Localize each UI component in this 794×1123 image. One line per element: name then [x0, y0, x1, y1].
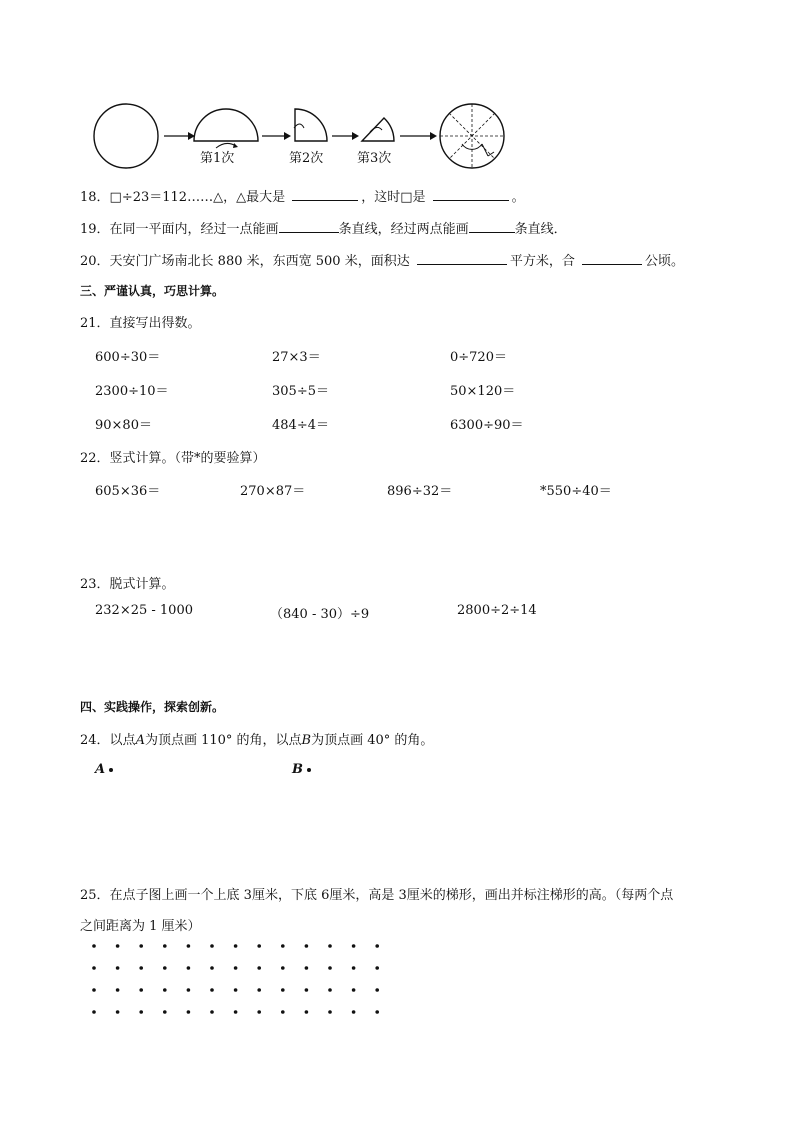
- grid-dot[interactable]: [257, 944, 261, 948]
- question-number: 19．: [80, 222, 110, 237]
- grid-dot[interactable]: [281, 966, 285, 970]
- point-name: B: [301, 733, 312, 748]
- question-text: 为顶点画 110° 的角，以点: [144, 733, 302, 748]
- grid-dot[interactable]: [375, 1010, 379, 1014]
- grid-dot[interactable]: [187, 1010, 191, 1014]
- question-text: 。: [511, 190, 525, 205]
- question-19: [80, 218, 567, 237]
- answer-blank[interactable]: [433, 187, 509, 201]
- grid-dot[interactable]: [139, 988, 143, 992]
- grid-dot[interactable]: [352, 944, 356, 948]
- point-name: A: [135, 733, 145, 748]
- answer-blank[interactable]: [279, 219, 339, 233]
- grid-dot[interactable]: [92, 966, 96, 970]
- point-a-label: A: [95, 762, 106, 777]
- half-circle: [194, 109, 258, 148]
- grid-dot[interactable]: [163, 944, 167, 948]
- oral-calc-item: 305÷5＝: [272, 384, 329, 399]
- grid-dot[interactable]: [210, 1010, 214, 1014]
- section-heading: 三、严谨认真，巧思计算。: [80, 284, 225, 298]
- question-text: 在同一平面内，经过一点能画: [109, 222, 279, 237]
- grid-dot[interactable]: [92, 1010, 96, 1014]
- grid-dot[interactable]: [116, 1010, 120, 1014]
- stepwise-calc-item: 2800÷2÷14: [457, 603, 537, 618]
- question-21-title: 21．直接写出得数。: [80, 316, 201, 331]
- oral-calc-item: 6300÷90＝: [450, 418, 524, 433]
- grid-dot[interactable]: [210, 966, 214, 970]
- answer-blank[interactable]: [582, 251, 642, 265]
- oral-calc-item: 600÷30＝: [95, 350, 161, 365]
- fold-label-3: 第3次: [357, 151, 392, 166]
- grid-dot[interactable]: [305, 966, 309, 970]
- question-number: 18．: [80, 190, 110, 205]
- dot-grid[interactable]: [88, 940, 388, 1020]
- arrow-icon: [332, 132, 359, 140]
- oral-calc-item: 0÷720＝: [450, 350, 507, 365]
- grid-dot[interactable]: [328, 966, 332, 970]
- question-number: 20．: [80, 254, 110, 269]
- question-25-line2: 之间距离为 1 厘米）: [80, 919, 201, 934]
- oral-calc-item: 484÷4＝: [272, 418, 329, 433]
- grid-dot[interactable]: [92, 944, 96, 948]
- grid-dot[interactable]: [257, 988, 261, 992]
- grid-dot[interactable]: [210, 988, 214, 992]
- oral-calc-item: 2300÷10＝: [95, 384, 169, 399]
- grid-dot[interactable]: [187, 966, 191, 970]
- full-circle: [94, 104, 158, 168]
- answer-blank[interactable]: [292, 187, 358, 201]
- grid-dot[interactable]: [328, 1010, 332, 1014]
- grid-dot[interactable]: [305, 988, 309, 992]
- grid-dot[interactable]: [163, 988, 167, 992]
- grid-dot[interactable]: [234, 1010, 238, 1014]
- question-text: 以点: [109, 733, 136, 748]
- grid-dot[interactable]: [92, 988, 96, 992]
- grid-dot[interactable]: [163, 1010, 167, 1014]
- eighth-circle: [362, 118, 394, 141]
- oral-calc-item: 50×120＝: [450, 384, 516, 399]
- point-a-dot: [109, 768, 113, 772]
- grid-dot[interactable]: [234, 988, 238, 992]
- unfolded-circle: [440, 104, 504, 168]
- grid-dot[interactable]: [352, 966, 356, 970]
- point-b[interactable]: [292, 762, 311, 777]
- grid-dot[interactable]: [328, 988, 332, 992]
- grid-dot[interactable]: [116, 966, 120, 970]
- grid-dot[interactable]: [328, 944, 332, 948]
- point-b-dot: [307, 768, 311, 772]
- oral-calc-item: 90×80＝: [95, 418, 152, 433]
- stepwise-calc-item: 232×25 - 1000: [95, 603, 193, 618]
- question-text: 天安门广场南北长 880 米，东西宽 500 米，面积达: [109, 254, 410, 269]
- grid-dot[interactable]: [305, 1010, 309, 1014]
- question-text: 条直线，经过两点能画: [338, 222, 469, 237]
- vertical-calc-item: 896÷32＝: [387, 484, 453, 499]
- question-text: 平方米，合: [509, 254, 575, 269]
- question-text: ，这时□是: [361, 190, 426, 205]
- grid-dot[interactable]: [375, 966, 379, 970]
- grid-dot[interactable]: [257, 1010, 261, 1014]
- grid-dot[interactable]: [139, 944, 143, 948]
- section-heading: 四、实践操作，探索创新。: [80, 700, 225, 714]
- point-b-label: B: [292, 762, 303, 777]
- vertical-calc-item: 270×87＝: [240, 484, 306, 499]
- grid-dot[interactable]: [139, 966, 143, 970]
- question-24: [80, 729, 433, 748]
- grid-dot[interactable]: [210, 944, 214, 948]
- fold-label-1: 第1次: [200, 151, 235, 166]
- question-20: [80, 250, 684, 269]
- question-18: [80, 186, 525, 205]
- grid-dot[interactable]: [116, 988, 120, 992]
- vertical-calc-item: *550÷40＝: [540, 484, 612, 499]
- arrow-icon: [400, 132, 437, 140]
- grid-dot[interactable]: [257, 966, 261, 970]
- answer-blank[interactable]: [469, 219, 515, 233]
- question-22-title: 22．竖式计算。（带*的要验算）: [80, 451, 266, 466]
- question-text: 条直线．: [514, 222, 567, 237]
- grid-dot[interactable]: [305, 944, 309, 948]
- grid-dot[interactable]: [352, 1010, 356, 1014]
- question-23-title: 23．脱式计算。: [80, 577, 175, 592]
- quarter-circle: [294, 109, 327, 141]
- arrow-icon: [262, 132, 291, 140]
- grid-dot[interactable]: [116, 944, 120, 948]
- grid-dot[interactable]: [187, 988, 191, 992]
- grid-dot[interactable]: [375, 944, 379, 948]
- fold-label-2: 第2次: [289, 151, 324, 166]
- grid-dot[interactable]: [375, 988, 379, 992]
- grid-dot[interactable]: [234, 944, 238, 948]
- question-text: 为顶点画 40° 的角。: [311, 733, 434, 748]
- question-text: 公顷。: [645, 254, 685, 269]
- stepwise-calc-item: （840 - 30）÷9: [270, 607, 370, 622]
- grid-dot[interactable]: [139, 1010, 143, 1014]
- grid-dot[interactable]: [281, 944, 285, 948]
- grid-dot[interactable]: [234, 966, 238, 970]
- point-a[interactable]: [95, 762, 113, 777]
- arrow-icon: [164, 132, 195, 140]
- grid-dot[interactable]: [163, 966, 167, 970]
- grid-dot[interactable]: [281, 1010, 285, 1014]
- vertical-calc-item: 605×36＝: [95, 484, 161, 499]
- question-text: □÷23＝112……△，△最大是: [109, 190, 286, 205]
- question-number: 24．: [80, 733, 110, 748]
- answer-blank[interactable]: [417, 251, 507, 265]
- grid-dot[interactable]: [352, 988, 356, 992]
- grid-dot[interactable]: [281, 988, 285, 992]
- question-25-line1: 25．在点子图上画一个上底 3厘米，下底 6厘米，高是 3厘米的梯形，画出并标注梯形的高。（每两个点: [80, 888, 674, 903]
- oral-calc-item: 27×3＝: [272, 350, 321, 365]
- grid-dot[interactable]: [187, 944, 191, 948]
